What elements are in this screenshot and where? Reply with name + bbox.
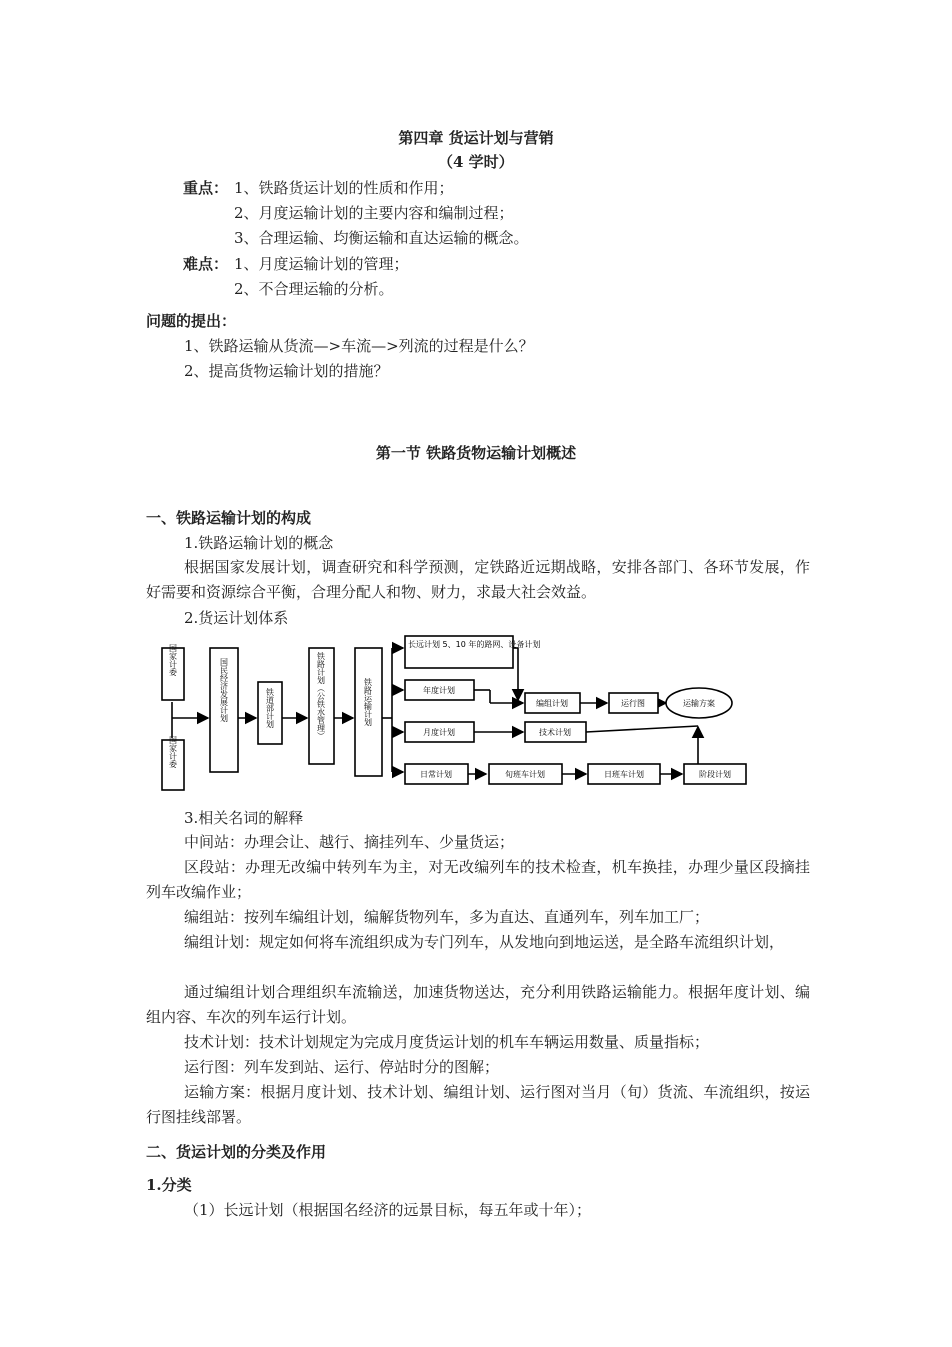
transport-scheme-label: 运输方案 (683, 699, 715, 708)
subheading-classification: 1.分类 (146, 1176, 192, 1194)
monthly-plan-label: 月度计划 (423, 728, 455, 737)
national-plan-top-label: 国家计委 (168, 644, 178, 676)
national-plan-bottom-label: 国家计委 (168, 736, 178, 768)
term-marshalling-plan-detail: 通过编组计划合理组织车流输送，加速货物送达，充分利用铁路运输能力。根据年度计划、编组内容、车次的列车运行计划。 (146, 983, 810, 1026)
daily-plan-label: 日常计划 (420, 770, 452, 779)
connector-line (586, 726, 698, 732)
ministry-plan-label: 铁道部计划 (265, 688, 275, 728)
question-item: 1、铁路运输从货流—>车流—>列流的过程是什么？ (184, 337, 534, 355)
key-point-item: 1、铁路货运计划的性质和作用； (234, 179, 454, 197)
freight-plan-system-diagram (150, 630, 760, 795)
key-point-item: 3、合理运输、均衡运输和直达运输的概念。 (234, 229, 529, 247)
marshalling-plan-label: 编组计划 (536, 699, 568, 708)
shift-plan-label: 旬班车计划 (505, 770, 545, 779)
term-technical-plan: 技术计划：技术计划规定为完成月度货运计划的机车车辆运用数量、质量指标； (184, 1033, 710, 1051)
term-operation-chart: 运行图：列车发到站、运行、停站时分的图解； (184, 1058, 500, 1076)
key-point-item: 2、月度运输计划的主要内容和编制过程； (234, 204, 514, 222)
operation-chart-label: 运行图 (621, 699, 645, 708)
term-marshalling-plan: 编组计划：规定如何将车流组织成为专门列车，从发地向到地运送，是全路车流组织计划， (184, 933, 785, 951)
concept-paragraph: 根据国家发展计划，调查研究和科学预测，定铁路近远期战略，安排各部门、各环节发展，作好需要和资源综合平衡，合理分配人和物、财力，求最大社会效益。 (146, 558, 810, 601)
term-marshalling-station: 编组站：按列车编组计划，编解货物列车，多为直达、直通列车，列车加工厂； (184, 908, 710, 926)
key-points-label: 重点： (183, 179, 229, 197)
railway-transport-plan-label: 铁路运输计划 (363, 678, 373, 726)
stage-plan-label: 阶段计划 (699, 770, 731, 779)
subheading-terms: 3.相关名词的解释 (184, 809, 304, 827)
heading-classification: 二、货运计划的分类及作用 (146, 1143, 327, 1161)
chapter-title: 第四章 货运计划与营销 (398, 129, 554, 147)
economic-plan-label: 国民经济发展计划 (219, 658, 229, 722)
railway-plan-label: 铁路计划（公铁水管理） (316, 652, 326, 740)
question-item: 2、提高货物运输计划的措施？ (184, 362, 389, 380)
term-district-station: 区段站：办理无改编中转列车为主，对无改编列车的技术检查，机车换挂，办理少量区段摘挂列车改编作业； (146, 858, 810, 901)
difficulty-item: 1、月度运输计划的管理； (234, 255, 409, 273)
subheading-system: 2.货运计划体系 (184, 609, 289, 627)
difficulties-label: 难点： (183, 255, 229, 273)
questions-heading: 问题的提出： (146, 312, 237, 330)
term-intermediate-station: 中间站：办理会让、越行、摘挂列车、少量货运； (184, 833, 515, 851)
annual-plan-label: 年度计划 (423, 686, 455, 695)
heading-composition: 一、铁路运输计划的构成 (146, 509, 312, 527)
long-term-plan-label: 长远计划 5、10 年的路网、设备计划 (408, 640, 541, 649)
technical-plan-label: 技术计划 (539, 728, 571, 737)
daily-shift-plan-label: 日班车计划 (604, 770, 644, 779)
classification-item: （1）长远计划（根据国名经济的远景目标，每五年或十年）； (184, 1201, 592, 1219)
difficulty-item: 2、不合理运输的分析。 (234, 280, 394, 298)
section-title: 第一节 铁路货物运输计划概述 (375, 444, 577, 462)
subheading-concept: 1.铁路运输计划的概念 (184, 534, 334, 552)
chapter-hours: （4 学时） (438, 153, 514, 171)
term-transport-scheme: 运输方案：根据月度计划、技术计划、编组计划、运行图对当月（旬）货流、车流组织，按运行图挂线部署。 (146, 1083, 810, 1126)
